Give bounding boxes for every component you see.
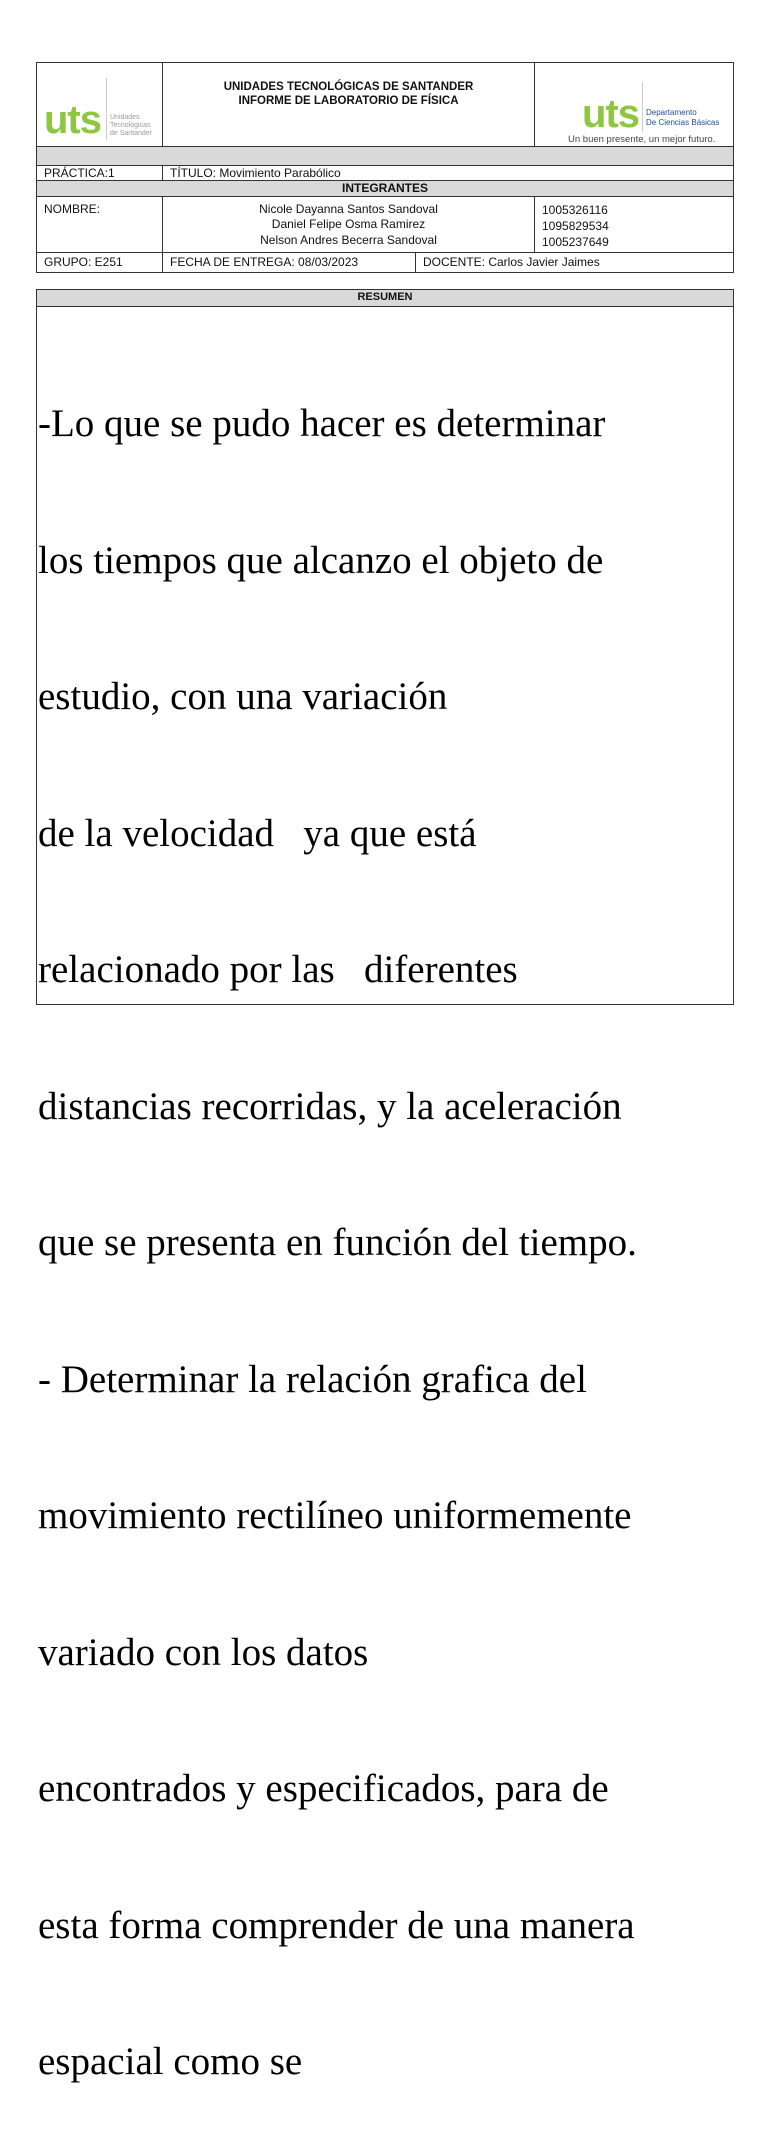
resumen-line: esta forma comprender de una manera xyxy=(38,1903,635,1947)
resumen-line: que se presenta en función del tiempo. xyxy=(38,1221,637,1264)
resumen-line: variado con los datos xyxy=(38,1630,369,1674)
resumen-line: -Lo que se pudo hacer es determinar xyxy=(38,402,606,445)
member-name: Daniel Felipe Osma Ramirez xyxy=(271,217,426,231)
resumen-line: los tiempos que alcanzo el objeto de xyxy=(38,538,604,582)
left-logo xyxy=(38,64,162,146)
right-logo-slogan: Un buen presente, un mejor futuro. xyxy=(568,134,716,145)
grupo-label: GRUPO: E251 xyxy=(44,255,123,269)
member-id: 1005326116 xyxy=(542,203,608,217)
fecha-entrega: FECHA DE ENTREGA: 08/03/2023 xyxy=(170,255,359,269)
right-logo-dept-2: De Ciencias Básicas xyxy=(646,118,720,127)
right-logo xyxy=(536,64,732,146)
resumen-line: estudio, con una variación xyxy=(38,675,448,718)
report-name: INFORME DE LABORATORIO DE FÍSICA xyxy=(238,95,459,107)
resumen-line: espacial como se xyxy=(38,2040,303,2083)
resumen-text xyxy=(38,310,734,2083)
resumen-line: movimiento rectilíneo uniformemente xyxy=(38,1494,632,1537)
resumen-line: encontrados y especificados, para de xyxy=(38,1767,609,1810)
nombre-label: NOMBRE: xyxy=(44,202,101,216)
resumen-line: de la velocidad ya que está xyxy=(38,811,477,855)
document-title xyxy=(163,80,534,108)
header-spacer-bar xyxy=(37,147,733,165)
docente-label: DOCENTE: Carlos Javier Jaimes xyxy=(423,255,600,269)
titulo-label: TÍTULO: Movimiento Parabólico xyxy=(170,166,341,180)
member-id: 1095829534 xyxy=(542,219,609,233)
member-id: 1005237649 xyxy=(542,235,609,249)
right-logo-word: uts xyxy=(582,92,639,136)
resumen-heading: RESUMEN xyxy=(357,291,413,303)
practica-label: PRÁCTICA:1 xyxy=(44,166,115,180)
member-name: Nicole Dayanna Santos Sandoval xyxy=(259,202,438,216)
left-logo-word: uts xyxy=(44,98,101,142)
left-logo-tagline-1: Unidades xyxy=(110,114,140,121)
resumen-line: - Determinar la relación grafica del xyxy=(38,1357,587,1401)
left-logo-tagline-2: Tecnológicas xyxy=(110,122,151,129)
member-name: Nelson Andres Becerra Sandoval xyxy=(260,233,437,247)
institution-name: UNIDADES TECNOLÓGICAS DE SANTANDER xyxy=(223,81,474,93)
resumen-line: relacionado por las diferentes xyxy=(38,948,518,991)
resumen-line: distancias recorridas, y la aceleración xyxy=(38,1084,622,1128)
left-logo-tagline-3: de Santander xyxy=(110,130,153,137)
integrantes-heading: INTEGRANTES xyxy=(341,181,428,195)
right-logo-dept-1: Departamento xyxy=(646,108,697,117)
